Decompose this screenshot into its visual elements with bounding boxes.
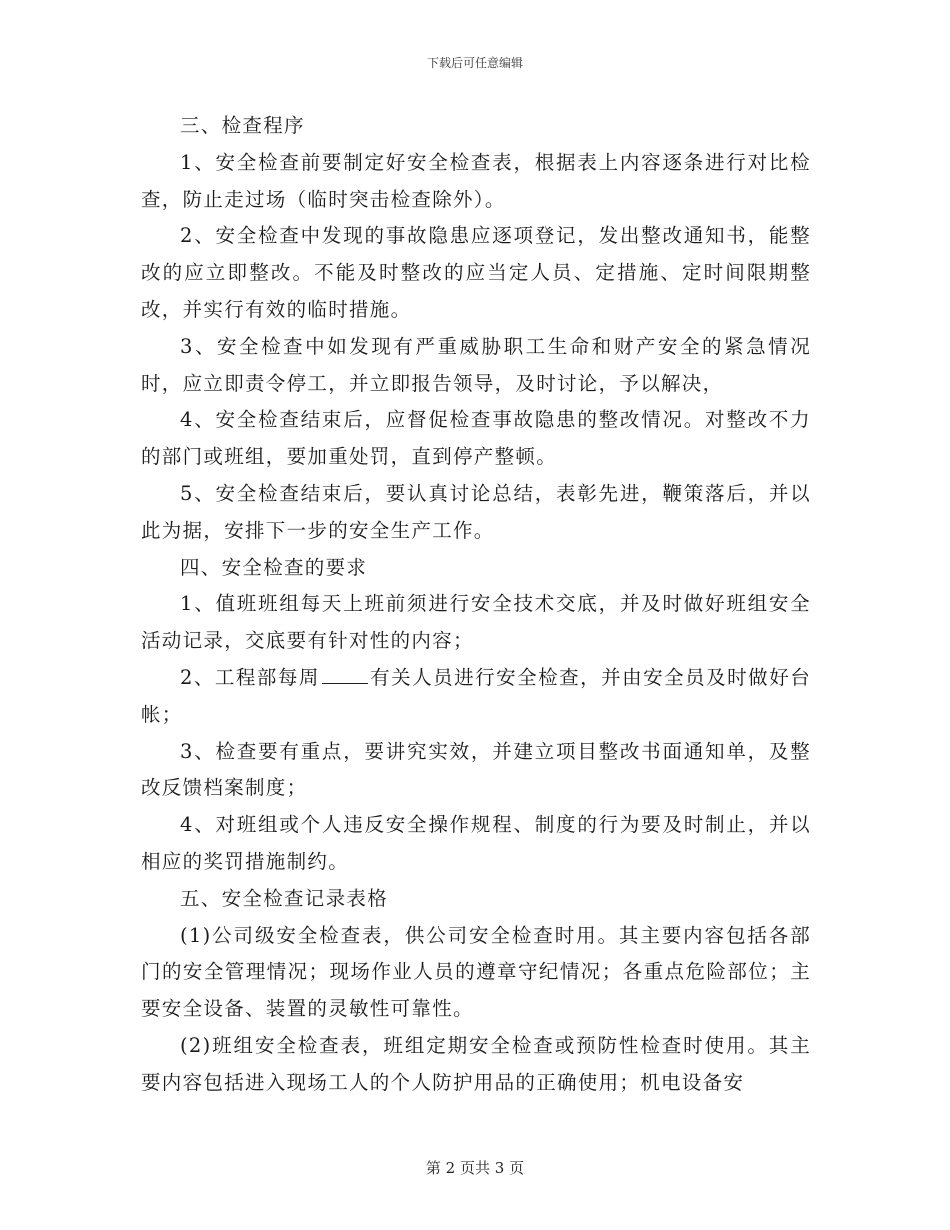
fill-in-blank — [322, 665, 368, 684]
paragraph: 4、安全检查结束后，应督促检查事故隐患的整改情况。对整改不力的部门或班组，要加重处罚，直到停产整顿。 — [141, 408, 811, 469]
paragraph: 3、安全检查中如发现有严重威胁职工生命和财产安全的紧急情况时，应立即责令停工，并立即报告领导，及时讨论，予以解决， — [141, 334, 811, 395]
paragraph: 5、安全检查结束后，要认真讨论总结，表彰先进，鞭策落后，并以此为据，安排下一步的安全生产工作。 — [141, 481, 811, 542]
paragraph: 1、安全检查前要制定好安全检查表，根据表上内容逐条进行对比检查，防止走过场（临时突击检查除外）。 — [141, 150, 811, 211]
paragraph-text-after-blank: 有关人员进行安全检查，并由安全员及时做好台帐； — [141, 665, 811, 726]
paragraph-with-blank — [141, 660, 811, 734]
paragraph-text-before-blank: 2、工程部每周 — [180, 665, 320, 689]
paragraph: (2)班组安全检查表，班组定期安全检查或预防性检查时使用。其主要内容包括进入现场工人的个人防护用品的正确使用；机电设备安 — [141, 1033, 811, 1094]
paragraph: 3、检查要有重点，要讲究实效，并建立项目整改书面通知单，及整改反馈档案制度； — [141, 739, 811, 800]
page-header: 下载后可任意编辑 — [426, 56, 523, 70]
paragraph: 2、安全检查中发现的事故隐患应逐项登记，发出整改通知书，能整改的应立即整改。不能及时整改的应当定人员、定措施、定时间限期整改，并实行有效的临时措施。 — [141, 224, 811, 321]
paragraph: 4、对班组或个人违反安全操作规程、制度的行为要及时制止，并以相应的奖罚措施制约。 — [141, 813, 811, 873]
page-footer: 第 2 页共 3 页 — [425, 1159, 525, 1177]
paragraph: (1)公司级安全检查表，供公司安全检查时用。其主要内容包括各部门的安全管理情况；现场作业人员的遵章守纪情况；各重点危险部位；主要安全设备、装置的灵敏性可靠性。 — [141, 923, 811, 1021]
document-body — [141, 108, 811, 1102]
section-heading-inspection-forms: 五、安全检查记录表格 — [180, 886, 389, 910]
paragraph: 1、值班班组每天上班前须进行安全技术交底，并及时做好班组安全活动记录，交底要有针对性的内容； — [141, 592, 811, 653]
section-heading-inspection-requirements: 四、安全检查的要求 — [180, 555, 368, 579]
section-heading-inspection-procedure: 三、检查程序 — [180, 114, 305, 137]
